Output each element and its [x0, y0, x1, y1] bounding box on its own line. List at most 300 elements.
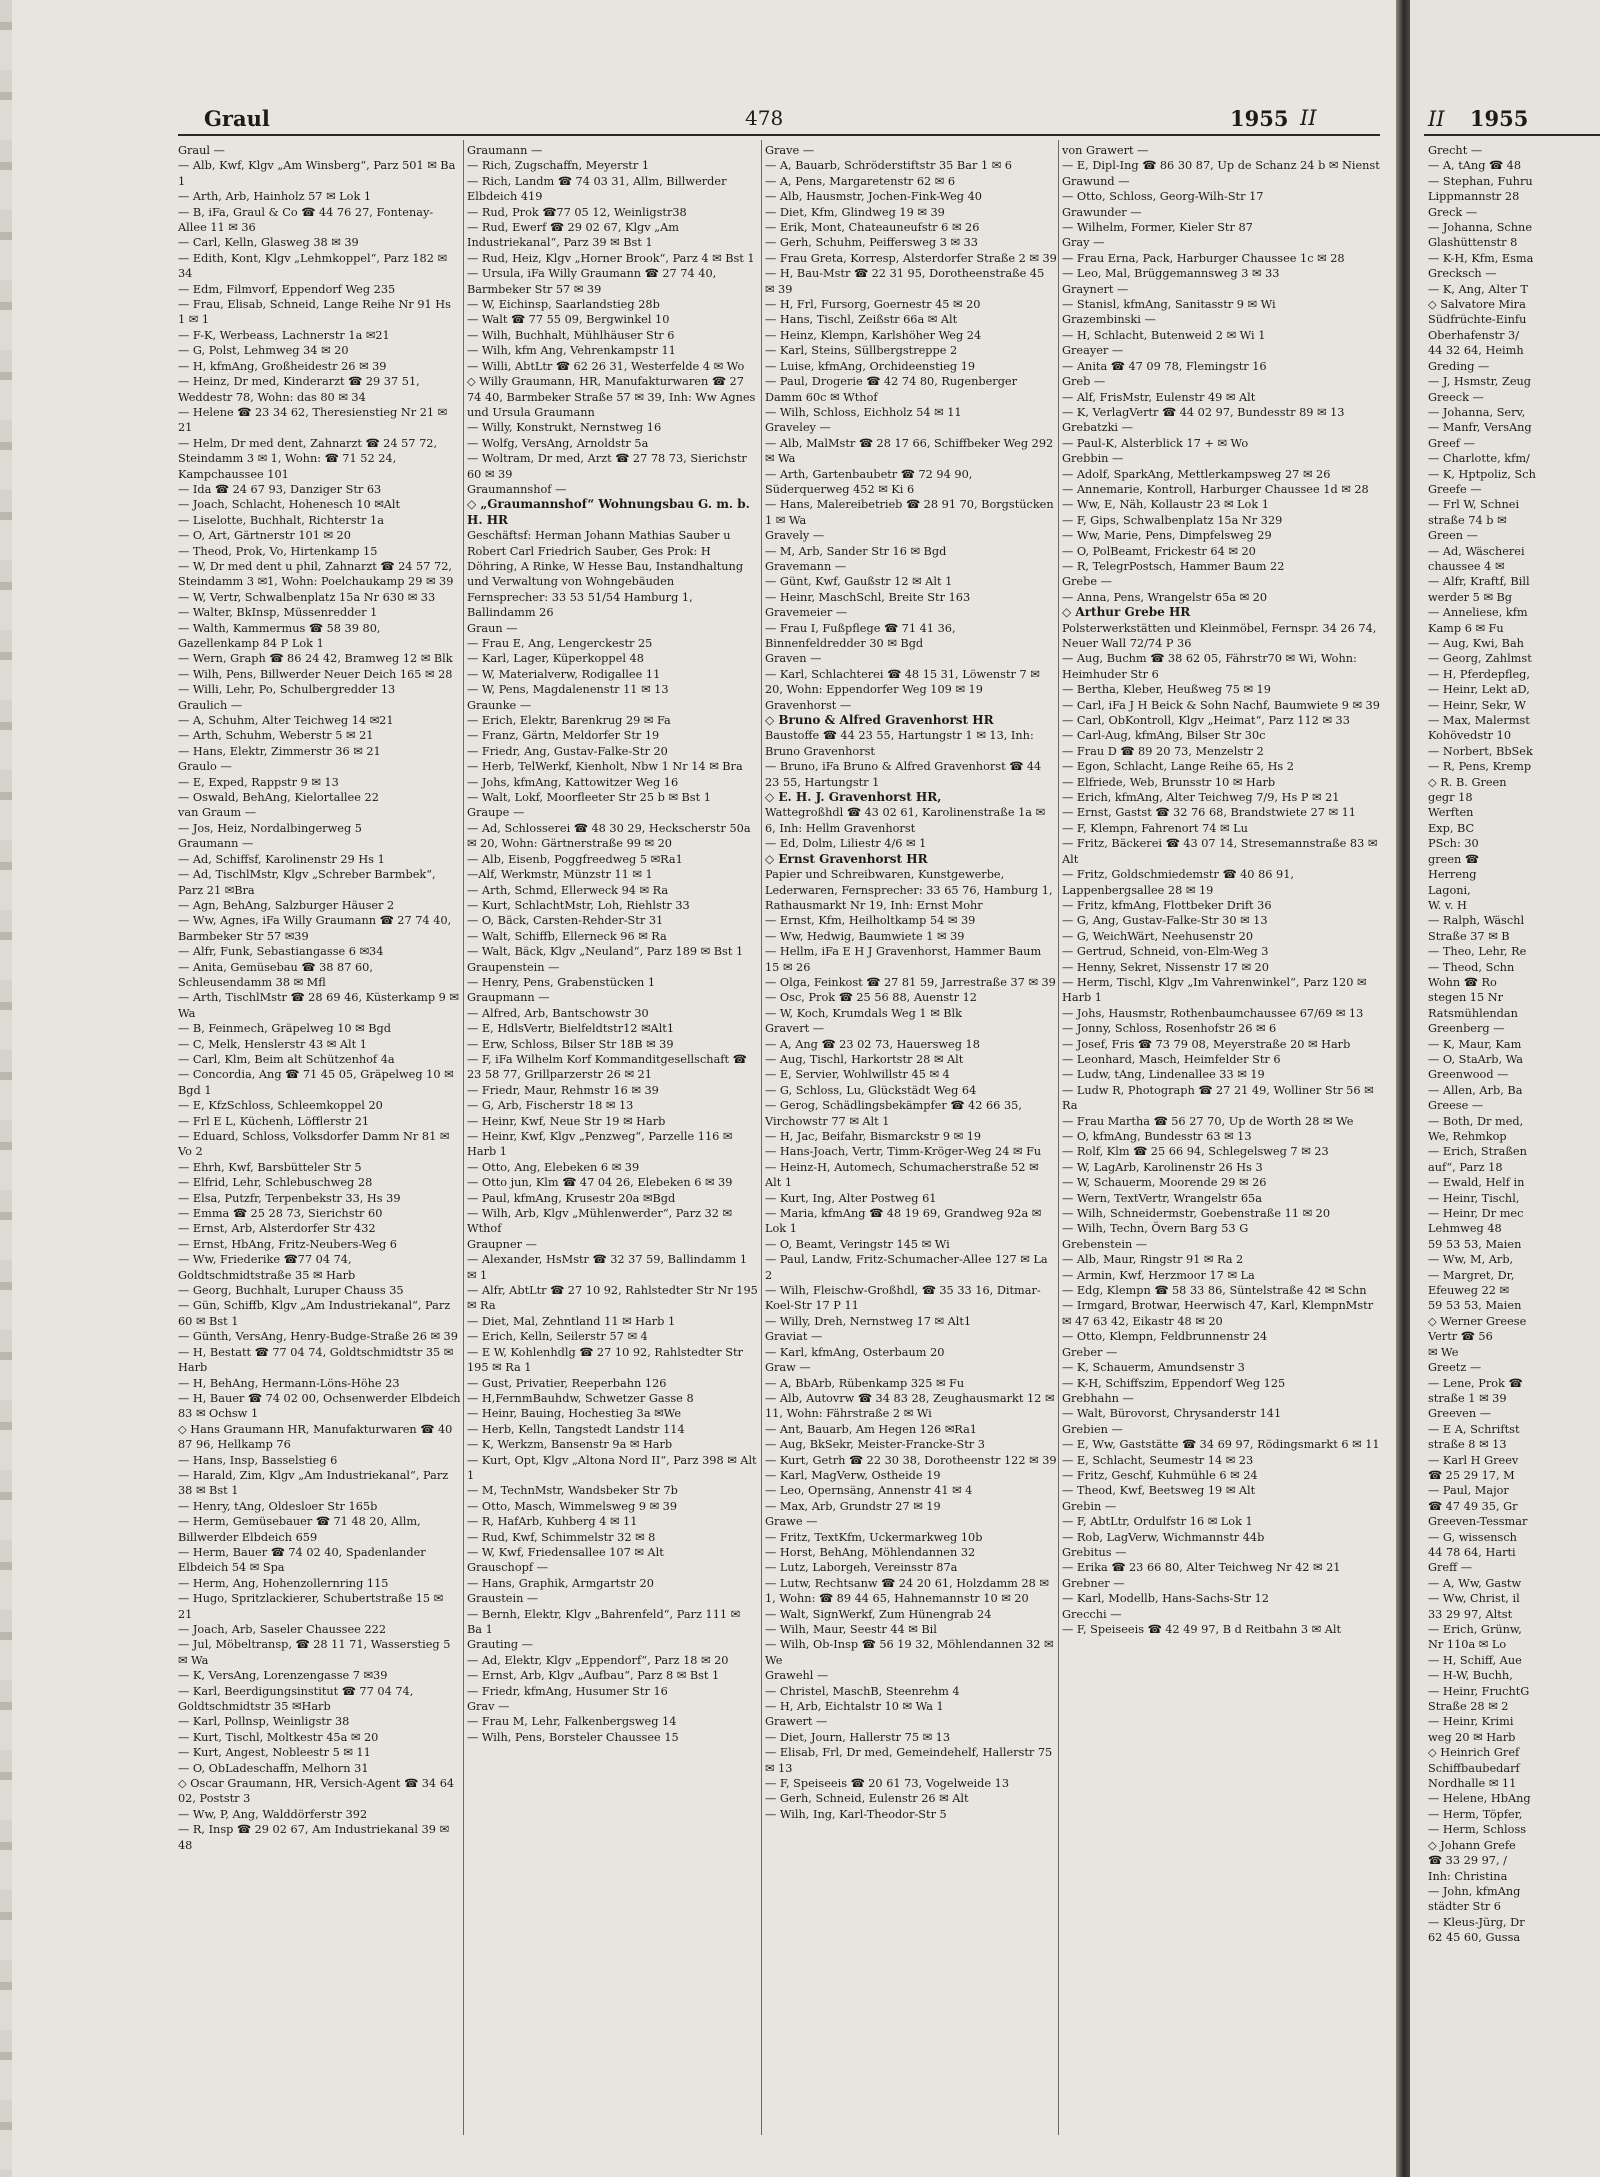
directory-entry: — Frau M, Lehr, Falkenbergsweg 14	[467, 1715, 677, 1729]
directory-entry: Baustoffe ☎ 44 23 55, Hartungstr 1 ✉ 13, Inh: Bruno Gravenhorst	[765, 729, 1034, 758]
directory-entry: — Wilhelm, Former, Kieler Str 87	[1062, 221, 1253, 235]
directory-entry: — Fritz, TextKfm, Uckermarkweg 10b	[765, 1530, 983, 1544]
directory-entry: Greb —	[1062, 375, 1106, 389]
directory-entry: Grebbin —	[1062, 452, 1124, 466]
directory-entry: — Gerog, Schädlingsbekämpfer ☎ 42 66 35, Virchowstr 77 ✉ Alt 1	[765, 1099, 1022, 1128]
directory-entry: Greenberg —	[1428, 1022, 1505, 1036]
directory-entry: — F, iFa Wilhelm Korf Kommanditgesellschaft ☎ 23 58 77, Grillparzerstr 26 ✉ 21	[467, 1052, 747, 1082]
directory-entry: — A, BbArb, Rübenkamp 325 ✉ Fu	[765, 1376, 965, 1390]
directory-column-3	[765, 143, 1057, 2133]
directory-entry: Vertr ☎ 56	[1428, 1330, 1493, 1344]
directory-entry: straße 8 ✉ 13	[1428, 1438, 1507, 1452]
directory-entry: — K, Hptpoliz, Sch	[1428, 467, 1536, 481]
directory-entry: Greber —	[1062, 1345, 1118, 1359]
directory-entry: — Max, Arb, Grundstr 27 ✉ 19	[765, 1499, 941, 1513]
directory-entry: — Joach, Arb, Saseler Chaussee 222	[178, 1623, 387, 1636]
directory-entry: Grebin —	[1062, 1499, 1117, 1513]
directory-entry: Lehmweg 48	[1428, 1222, 1502, 1236]
directory-entry: — Olga, Feinkost ☎ 27 81 59, Jarrestraße 37 ✉ 39	[765, 975, 1056, 989]
directory-entry: ◇ R. B. Green	[1428, 775, 1507, 789]
directory-entry: — Wilh, Pens, Borsteler Chaussee 15	[467, 1730, 679, 1744]
directory-entry: Greef —	[1428, 436, 1475, 450]
directory-entry: — Aug, Kwi, Bah	[1428, 637, 1524, 650]
directory-entry: — Arth, Schuhm, Weberstr 5 ✉ 21	[178, 729, 374, 743]
directory-entry: — Fritz, Bäckerei ☎ 43 07 14, Stresemannstraße 83 ✉ Alt	[1062, 837, 1378, 866]
directory-entry: — F, Klempn, Fahrenort 74 ✉ Lu	[1062, 821, 1248, 835]
directory-entry: — Paul-K, Alsterblick 17 + ✉ Wo	[1062, 436, 1249, 450]
directory-entry: Grebien —	[1062, 1422, 1123, 1436]
directory-entry: — Concordia, Ang ☎ 71 45 05, Gräpelweg 10 ✉ Bgd 1	[178, 1068, 454, 1097]
directory-entry: — Fritz, Geschf, Kuhmühle 6 ✉ 24	[1062, 1468, 1258, 1482]
directory-entry: — Aug, BkSekr, Meister-Francke-Str 3	[765, 1438, 985, 1452]
directory-entry: Greenwood —	[1428, 1068, 1509, 1082]
directory-entry: straße 1 ✉ 39	[1428, 1391, 1507, 1405]
directory-entry: — E, Dipl-Ing ☎ 86 30 87, Up de Schanz 24 b ✉ Nienst	[1062, 159, 1380, 173]
directory-entry: — Ernst, Gastst ☎ 32 76 68, Brandstwiete 27 ✉ 11	[1062, 806, 1356, 820]
directory-entry: — Eduard, Schloss, Volksdorfer Damm Nr 81 ✉ Vo 2	[178, 1130, 450, 1159]
directory-entry: — Ant, Bauarb, Am Hegen 126 ✉Ra1	[765, 1422, 977, 1436]
directory-entry: Graupenstein —	[467, 960, 560, 974]
directory-entry: — W, LagArb, Karolinenstr 26 Hs 3	[1062, 1160, 1263, 1174]
directory-entry: Greayer —	[1062, 344, 1124, 358]
directory-entry: — Frl E L, Küchenh, Löfflerstr 21	[178, 1114, 370, 1128]
directory-entry: — Walt, Bürovorst, Chrysanderstr 141	[1062, 1407, 1282, 1421]
directory-entry: Grebitus —	[1062, 1545, 1127, 1559]
running-head-year: 1955	[1230, 106, 1289, 131]
directory-entry: Graw —	[765, 1361, 811, 1375]
directory-entry: Graven —	[765, 652, 822, 666]
directory-entry: Grav —	[467, 1700, 510, 1714]
directory-entry: — Fritz, kfmAng, Flottbeker Drift 36	[1062, 898, 1272, 912]
directory-entry: — Ad, Schlosserei ☎ 48 30 29, Heckscherstr 50a ✉ 20, Wohn: Gärtnerstraße 99 ✉ 20	[467, 821, 751, 851]
directory-entry: — Heinz, Klempn, Karlshöher Weg 24	[765, 328, 982, 342]
directory-column-1	[178, 143, 461, 2133]
directory-entry: — Frau D ☎ 89 20 73, Menzelstr 2	[1062, 744, 1264, 758]
page-number: 478	[745, 106, 784, 130]
directory-entry: — Otto, Ang, Elebeken 6 ✉ 39	[467, 1160, 640, 1174]
directory-entry: — Walter, BkInsp, Müssenredder 1	[178, 606, 378, 620]
directory-entry: — E, HdlsVertr, Bielfeldtstr12 ✉Alt1	[467, 1022, 675, 1036]
directory-entry: — Hans-Joach, Vertr, Timm-Kröger-Weg 24 ✉ Fu	[765, 1145, 1042, 1159]
directory-entry: — Elfrid, Lehr, Schlebuschweg 28	[178, 1176, 373, 1190]
directory-entry: — W, Dr med dent u phil, Zahnarzt ☎ 24 57 72, Steindamm 3 ✉1, Wohn: Poelchaukamp 29 ✉ 39	[178, 559, 454, 589]
directory-entry: — Lene, Prok ☎	[1428, 1376, 1523, 1390]
directory-entry: — B, Feinmech, Gräpelweg 10 ✉ Bgd	[178, 1022, 392, 1036]
directory-entry: — Elfriede, Web, Brunsstr 10 ✉ Harb	[1062, 775, 1276, 789]
book-gutter	[1396, 0, 1410, 2177]
directory-entry: — Walt, SignWerkf, Zum Hünengrab 24	[765, 1607, 992, 1621]
directory-entry: — R, Pens, Kremp	[1428, 760, 1532, 774]
directory-entry: — Wern, Graph ☎ 86 24 42, Bramweg 12 ✉ Blk	[178, 652, 453, 666]
directory-entry: — Wilh, Maur, Seestr 44 ✉ Bil	[765, 1623, 937, 1636]
directory-entry: — Alfr, Funk, Sebastiangasse 6 ✉34	[178, 945, 384, 959]
directory-entry: — Leonhard, Masch, Heimfelder Str 6	[1062, 1052, 1281, 1066]
directory-entry: — Erich, kfmAng, Alter Teichweg 7/9, Hs P ✉ 21	[1062, 791, 1340, 805]
directory-entry: — W, Materialverw, Rodigallee 11	[467, 667, 661, 681]
directory-entry: — Maria, kfmAng ☎ 48 19 69, Grandweg 92a ✉ Lok 1	[765, 1207, 1042, 1236]
directory-entry: — Carl, iFa J H Beick & Sohn Nachf, Baumwiete 9 ✉ 39	[1062, 698, 1380, 712]
directory-entry: Graviat —	[765, 1330, 823, 1344]
directory-entry: — Henry, Pens, Grabenstücken 1	[467, 975, 656, 989]
directory-entry: ☎ 47 49 35, Gr	[1428, 1499, 1518, 1513]
directory-entry: Greeven-Tessmar	[1428, 1515, 1528, 1529]
directory-entry: — Walt, Schiffb, Ellerneck 96 ✉ Ra	[467, 929, 667, 943]
directory-entry: — W, Eichinsp, Saarlandstieg 28b	[467, 298, 660, 312]
directory-entry: — Herb, Kelln, Tangstedt Landstr 114	[467, 1422, 685, 1436]
directory-entry: — Rich, Zugschaffn, Meyerstr 1	[467, 159, 650, 173]
directory-entry: — G, Schloss, Lu, Glückstädt Weg 64	[765, 1083, 977, 1097]
directory-entry: — Carl, Klm, Beim alt Schützenhof 4a	[178, 1052, 395, 1066]
directory-entry: — Ewald, Helf in	[1428, 1176, 1525, 1190]
directory-entry: Gray —	[1062, 236, 1105, 250]
directory-entry: Oberhafenstr 3/	[1428, 328, 1520, 342]
directory-entry: — F, AbtLtr, Ordulfstr 16 ✉ Lok 1	[1062, 1515, 1253, 1529]
directory-entry: — Alf, FrisMstr, Eulenstr 49 ✉ Alt	[1062, 390, 1256, 404]
directory-entry: — Heinr, Kwf, Neue Str 19 ✉ Harb	[467, 1114, 666, 1128]
directory-entry: — A, Schuhm, Alter Teichweg 14 ✉21	[178, 714, 394, 728]
directory-entry: — Kleus-Jürg, Dr	[1428, 1915, 1525, 1929]
directory-entry: — Herm, Ang, Hohenzollernring 115	[178, 1576, 389, 1590]
directory-entry: Kohövedstr 10	[1428, 729, 1512, 743]
directory-entry: — Wilh, Schneidermstr, Goebenstraße 11 ✉ 20	[1062, 1207, 1331, 1221]
directory-entry: Gravert —	[765, 1022, 825, 1036]
directory-entry: Graunke —	[467, 698, 532, 712]
directory-entry: — Aug, Buchm ☎ 38 62 05, Fährstr70 ✉ Wi, Wohn: Heimhuder Str 6	[1062, 652, 1357, 681]
directory-entry: 59 53 53, Maien	[1428, 1299, 1522, 1313]
directory-entry: — Lutz, Laborgeh, Vereinsstr 87a	[765, 1561, 958, 1575]
directory-entry: Herreng	[1428, 868, 1477, 882]
right-directory-column	[1428, 143, 1600, 2133]
directory-entry: — Rud, Heiz, Klgv „Horner Brook“, Parz 4 ✉ Bst 1	[467, 251, 755, 265]
page-edge-shadow	[0, 0, 12, 2177]
directory-entry: — Henny, Sekret, Nissenstr 17 ✉ 20	[1062, 960, 1269, 974]
directory-entry: — Hans, Graphik, Armgartstr 20	[467, 1576, 654, 1590]
directory-entry: städter Str 6	[1428, 1900, 1501, 1914]
directory-entry: — Both, Dr med,	[1428, 1114, 1524, 1128]
directory-entry: — Helm, Dr med dent, Zahnarzt ☎ 24 57 72, Steindamm 3 ✉ 1, Wohn: ☎ 71 52 24, Kampchaussee 101	[178, 436, 438, 481]
directory-entry: — Heinr, MaschSchl, Breite Str 163	[765, 590, 971, 604]
directory-entry: — Heinr, Tischl,	[1428, 1191, 1520, 1205]
directory-entry: — Alb, Maur, Ringstr 91 ✉ Ra 2	[1062, 1253, 1244, 1267]
directory-entry: — Stanisl, kfmAng, Sanitasstr 9 ✉ Wi	[1062, 298, 1276, 312]
directory-entry: — Hans, Insp, Basselstieg 6	[178, 1453, 338, 1467]
directory-entry: Grazembinski —	[1062, 313, 1156, 327]
directory-entry: — O, ObLadeschaffn, Melhorn 31	[178, 1761, 369, 1775]
directory-entry: — Charlotte, kfm/	[1428, 452, 1530, 466]
directory-entry: — W, Vertr, Schwalbenplatz 15a Nr 630 ✉ 33	[178, 590, 436, 604]
directory-entry: Grauschopf —	[467, 1561, 548, 1575]
directory-entry: — H, Bestatt ☎ 77 04 74, Goldtschmidtstr 35 ✉ Harb	[178, 1345, 454, 1375]
directory-entry: — M, TechnMstr, Wandsbeker Str 7b	[467, 1484, 678, 1498]
directory-entry: 44 32 64, Heimh	[1428, 344, 1524, 358]
directory-entry: — Herm, Tischl, Klgv „Im Vahrenwinkel“, Parz 120 ✉ Harb 1	[1062, 975, 1367, 1005]
directory-entry: Grawe —	[765, 1515, 818, 1529]
directory-entry: — Wilh, Ing, Karl-Theodor-Str 5	[765, 1807, 947, 1821]
directory-entry: — H, Jac, Beifahr, Bismarckstr 9 ✉ 19	[765, 1130, 982, 1143]
directory-entry: — Theod, Prok, Vo, Hirtenkamp 15	[178, 544, 378, 558]
directory-entry: — Johanna, Serv,	[1428, 405, 1526, 419]
directory-entry: — Diet, Kfm, Glindweg 19 ✉ 39	[765, 205, 945, 219]
directory-entry: Inh: Christina	[1428, 1869, 1508, 1883]
directory-entry: — K, Schauerm, Amundsenstr 3	[1062, 1361, 1245, 1375]
directory-entry: Greetz —	[1428, 1361, 1482, 1375]
directory-entry: — Frau I, Fußpflege ☎ 71 41 36, Binnenfeldredder 30 ✉ Bgd	[765, 621, 956, 650]
directory-entry: — K, VersAng, Lorenzengasse 7 ✉39	[178, 1669, 388, 1683]
directory-entry: Graupe —	[467, 806, 525, 820]
directory-entry: — Paul, kfmAng, Krusestr 20a ✉Bgd	[467, 1191, 676, 1205]
directory-entry: Efeuweg 22 ✉	[1428, 1284, 1509, 1298]
directory-entry: — Karl, Pollnsp, Weinligstr 38	[178, 1715, 350, 1729]
directory-entry: — Ww, Friederike ☎77 04 74, Goldtschmidtstraße 35 ✉ Harb	[178, 1253, 356, 1282]
directory-entry: — Willy, Dreh, Nernstweg 17 ✉ Alt1	[765, 1314, 972, 1328]
directory-entry: Grecksch —	[1428, 267, 1497, 281]
directory-entry: 44 78 64, Harti	[1428, 1545, 1516, 1559]
directory-entry: Südfrüchte-Einfu	[1428, 313, 1527, 327]
directory-entry: W. v. H	[1428, 898, 1467, 912]
directory-column-4	[1062, 143, 1384, 2133]
directory-entry: — Heinr, Sekr, W	[1428, 698, 1526, 712]
directory-entry: Gravemann —	[765, 559, 847, 573]
directory-entry: — Diet, Mal, Zehntland 11 ✉ Harb 1	[467, 1314, 676, 1328]
directory-entry: 33 29 97, Altst	[1428, 1607, 1513, 1621]
column-divider	[1058, 140, 1059, 2135]
directory-entry: Graul —	[178, 144, 225, 157]
directory-entry: — M, Arb, Sander Str 16 ✉ Bgd	[765, 544, 947, 558]
directory-entry: — Alb, MalMstr ☎ 28 17 66, Schiffbeker Weg 292 ✉ Wa	[765, 436, 1054, 466]
directory-entry: — Carl, Kelln, Glasweg 38 ✉ 39	[178, 236, 359, 250]
directory-entry: — K, VerlagVertr ☎ 44 02 97, Bundesstr 89 ✉ 13	[1062, 405, 1345, 419]
directory-entry: — Friedr, Ang, Gustav-Falke-Str 20	[467, 744, 668, 758]
directory-entry: — E, Ww, Gaststätte ☎ 34 69 97, Rödingsmarkt 6 ✉ 11	[1062, 1438, 1380, 1452]
directory-entry: — A, Pens, Margaretenstr 62 ✉ 6	[765, 174, 956, 188]
directory-entry: — Ernst, HbAng, Fritz-Neubers-Weg 6	[178, 1237, 397, 1251]
directory-entry: ◇ Willy Graumann, HR, Manufakturwaren ☎ 27 74 40, Barmbeker Straße 57 ✉ 39, Inh: Ww Agnes und Ursula Graumann	[467, 375, 756, 419]
directory-entry: Straße 37 ✉ B	[1428, 929, 1510, 943]
directory-entry: — Woltram, Dr med, Arzt ☎ 27 78 73, Sierichstr 60 ✉ 39	[467, 452, 747, 481]
directory-entry: — Edm, Filmvorf, Eppendorf Weg 235	[178, 282, 396, 296]
directory-entry: Graumann —	[178, 837, 254, 851]
directory-entry: — E, KfzSchloss, Schleemkoppel 20	[178, 1099, 383, 1113]
directory-entry: — Kurt, SchlachtMstr, Loh, Riehlstr 33	[467, 898, 690, 912]
directory-entry: — Willy, Konstrukt, Nernstweg 16	[467, 421, 662, 435]
directory-entry: — Gertrud, Schneid, von-Elm-Weg 3	[1062, 945, 1269, 959]
directory-entry: ◇ Ernst Gravenhorst HR	[765, 851, 928, 866]
directory-entry: — Karl, Beerdigungsinstitut ☎ 77 04 74, Goldtschmidtstr 35 ✉Harb	[178, 1684, 414, 1714]
directory-entry: Greese —	[1428, 1099, 1484, 1113]
directory-entry: — Rolf, Klm ☎ 25 66 94, Schlegelsweg 7 ✉ 23	[1062, 1145, 1329, 1159]
directory-entry: — J, Hsmstr, Zeug	[1428, 375, 1532, 389]
directory-entry: — Johanna, Schne	[1428, 221, 1532, 235]
directory-entry: Graun —	[467, 621, 518, 635]
directory-entry: — C, Melk, Henslerstr 43 ✉ Alt 1	[178, 1037, 367, 1051]
directory-entry: Green —	[1428, 529, 1478, 543]
directory-column-2	[467, 143, 758, 2133]
directory-entry: Gravenhorst —	[765, 698, 852, 712]
directory-entry: — Gerh, Schuhm, Peiffersweg 3 ✉ 33	[765, 236, 978, 250]
directory-entry: — Arth, Schmd, Ellerweck 94 ✉ Ra	[467, 883, 669, 897]
directory-entry: — Kurt, Opt, Klgv „Altona Nord II“, Parz 398 ✉ Alt 1	[467, 1453, 757, 1482]
directory-entry: — Ida ☎ 24 67 93, Danziger Str 63	[178, 482, 382, 496]
directory-entry: Grebe —	[1062, 575, 1112, 589]
directory-entry: — Paul, Drogerie ☎ 42 74 80, Rugenberger Damm 60c ✉ Wthof	[765, 375, 1018, 404]
directory-entry: ☎ 33 29 97, /	[1428, 1854, 1507, 1868]
directory-entry: — Oswald, BehAng, Kielortallee 22	[178, 791, 379, 805]
directory-entry: — A, Ang ☎ 23 02 73, Hauersweg 18	[765, 1037, 980, 1051]
directory-entry: — Herm, Schloss	[1428, 1823, 1527, 1837]
directory-entry: Glashüttenstr 8	[1428, 236, 1518, 250]
directory-entry: — O, kfmAng, Bundesstr 63 ✉ 13	[1062, 1130, 1252, 1143]
directory-entry: Papier und Schreibwaren, Kunstgewerbe, Lederwaren, Fernsprecher: 33 65 76, Hamburg 1, Rathausmarkt Nr 19, Inh: Ernst Mohr	[765, 868, 1053, 912]
directory-entry: — Friedr, kfmAng, Husumer Str 16	[467, 1684, 668, 1698]
directory-entry: — Frau E, Ang, Lengerckestr 25	[467, 637, 653, 650]
directory-entry: — H, kfmAng, Großheidestr 26 ✉ 39	[178, 359, 387, 373]
directory-entry: — Alb, Hausmstr, Jochen-Fink-Weg 40	[765, 190, 982, 204]
directory-entry: Greeven —	[1428, 1407, 1492, 1421]
directory-entry: — Kurt, Tischl, Moltkestr 45a ✉ 20	[178, 1730, 379, 1744]
directory-entry: — Gust, Privatier, Reeperbahn 126	[467, 1376, 667, 1390]
directory-entry: Greding —	[1428, 359, 1490, 373]
directory-entry: — O, StaArb, Wa	[1428, 1052, 1524, 1066]
directory-entry: — Ww, P, Ang, Walddörferstr 392	[178, 1807, 368, 1821]
directory-entry: — Gerh, Schneid, Eulenstr 26 ✉ Alt	[765, 1792, 969, 1806]
directory-entry: — Theo, Lehr, Re	[1428, 945, 1527, 959]
directory-entry: Nr 110a ✉ Lo	[1428, 1638, 1507, 1652]
directory-entry: — Karl, kfmAng, Osterbaum 20	[765, 1345, 945, 1359]
directory-entry: — Karl H Greev	[1428, 1453, 1519, 1467]
directory-entry: — Johs, Hausmstr, Rothenbaumchaussee 67/69 ✉ 13	[1062, 1006, 1364, 1020]
directory-entry: — Annemarie, Kontroll, Harburger Chaussee 1d ✉ 28	[1062, 482, 1369, 496]
directory-entry: — Anita, Gemüsebau ☎ 38 87 60, Schleusendamm 38 ✉ Mfl	[178, 960, 373, 989]
directory-entry: — E W, Kohlenhdlg ☎ 27 10 92, Rahlstedter Str 195 ✉ Ra 1	[467, 1345, 743, 1375]
directory-entry: Greff —	[1428, 1561, 1473, 1575]
directory-entry: — Norbert, BbSek	[1428, 744, 1533, 758]
directory-entry: — Karl, Steins, Süllbergstreppe 2	[765, 344, 958, 358]
directory-entry: — Lutw, Rechtsanw ☎ 24 20 61, Holzdamm 28 ✉ 1, Wohn: ☎ 89 44 65, Hahnemannstr 10 ✉ 20	[765, 1576, 1049, 1606]
directory-entry: Graumannshof —	[467, 482, 567, 496]
directory-entry: — Wern, TextVertr, Wrangelstr 65a	[1062, 1191, 1262, 1205]
directory-entry: Kamp 6 ✉ Fu	[1428, 621, 1504, 635]
directory-entry: — Wilh, kfm Ang, Vehrenkampstr 11	[467, 344, 676, 358]
directory-entry: — Karl, Lager, Küperkoppel 48	[467, 652, 644, 666]
directory-entry: — Ad, TischlMstr, Klgv „Schreber Barmbek“, Parz 21 ✉Bra	[178, 868, 436, 897]
directory-entry: — Ww, M, Arb,	[1428, 1253, 1514, 1267]
directory-entry: — Elisab, Frl, Dr med, Gemeindehelf, Hallerstr 75 ✉ 13	[765, 1746, 1053, 1775]
directory-entry: — Heinr, Bauing, Hochestieg 3a ✉We	[467, 1407, 682, 1421]
directory-entry: ✉ We	[1428, 1345, 1459, 1359]
directory-entry: — Helene, HbAng	[1428, 1792, 1531, 1806]
directory-entry: Schiffbaubedarf	[1428, 1761, 1520, 1775]
directory-entry: Graupner —	[467, 1237, 537, 1251]
directory-entry: — Alexander, HsMstr ☎ 32 37 59, Ballindamm 1 ✉ 1	[467, 1253, 748, 1282]
right-running-head	[1428, 106, 1528, 131]
directory-entry: — Leo, Mal, Brüggemannsweg 3 ✉ 33	[1062, 267, 1280, 281]
directory-entry: Grecchi —	[1062, 1607, 1122, 1621]
directory-entry: — Margret, Dr,	[1428, 1268, 1515, 1282]
column-divider	[463, 140, 464, 2135]
directory-entry: — Otto jun, Klm ☎ 47 04 26, Elebeken 6 ✉ 39	[467, 1176, 733, 1190]
directory-entry: Nordhalle ✉ 11	[1428, 1777, 1517, 1791]
directory-entry: Straße 28 ✉ 2	[1428, 1700, 1509, 1714]
directory-entry: — K-H, Kfm, Esma	[1428, 251, 1534, 265]
directory-entry: — Willi, Lehr, Po, Schulbergredder 13	[178, 683, 396, 697]
directory-entry: — E, Schlacht, Seumestr 14 ✉ 23	[1062, 1453, 1254, 1467]
directory-entry: — Erich, Grünw,	[1428, 1623, 1522, 1636]
directory-entry: — H, Schlacht, Butenweid 2 ✉ Wi 1	[1062, 328, 1266, 342]
directory-entry: — Bruno, iFa Bruno & Alfred Gravenhorst ☎ 44 23 55, Hartungstr 1	[765, 760, 1042, 789]
directory-entry: — Heinr, FruchtG	[1428, 1684, 1530, 1698]
directory-entry: Grebner —	[1062, 1576, 1125, 1590]
directory-entry: — G, Polst, Lehmweg 34 ✉ 20	[178, 344, 349, 358]
directory-entry: — Arth, Gartenbaubetr ☎ 72 94 90, Süderquerweg 452 ✉ Ki 6	[765, 467, 973, 496]
directory-entry: — A, Ww, Gastw	[1428, 1576, 1522, 1590]
directory-entry: — O, Bäck, Carsten-Rehder-Str 31	[467, 914, 664, 928]
directory-entry: — Alb, Autovrw ☎ 34 83 28, Zeughausmarkt 12 ✉ 11, Wohn: Fährstraße 2 ✉ Wi	[765, 1391, 1055, 1421]
directory-entry: — Ernst, Kfm, Heilholtkamp 54 ✉ 39	[765, 914, 976, 928]
directory-entry: — Kurt, Getrh ☎ 22 30 38, Dorotheenstr 122 ✉ 39	[765, 1453, 1057, 1467]
directory-entry: — Carl-Aug, kfmAng, Bilser Str 30c	[1062, 729, 1266, 743]
directory-entry: — Ad, Wäscherei	[1428, 544, 1525, 558]
directory-entry: stegen 15 Nr	[1428, 991, 1504, 1005]
directory-entry: Gravemeier —	[765, 606, 848, 620]
directory-entry: — Frl W, Schnei	[1428, 498, 1520, 512]
directory-entry: — Allen, Arb, Ba	[1428, 1083, 1523, 1097]
directory-entry: — Friedr, Maur, Rehmstr 16 ✉ 39	[467, 1083, 659, 1097]
directory-entry: — R, HafArb, Kuhberg 4 ✉ 11	[467, 1515, 638, 1529]
directory-entry: ◇ E. H. J. Gravenhorst HR,	[765, 790, 942, 805]
directory-entry: Ratsmühlendan	[1428, 1006, 1518, 1020]
directory-entry: — Liselotte, Buchhalt, Richterstr 1a	[178, 513, 384, 527]
directory-entry: — Alb, Eisenb, Poggfreedweg 5 ✉Ra1	[467, 852, 683, 866]
directory-entry: — Herm, Gemüsebauer ☎ 71 48 20, Allm, Billwerder Elbdeich 659	[178, 1515, 421, 1544]
directory-entry: — F-K, Werbeass, Lachnerstr 1a ✉21	[178, 328, 390, 342]
directory-entry: — Joach, Schlacht, Hohenesch 10 ✉Alt	[178, 498, 401, 512]
directory-entry: — W, Koch, Krumdals Weg 1 ✉ Blk	[765, 1006, 963, 1020]
directory-entry: — Ww, Marie, Pens, Dimpfelsweg 29	[1062, 529, 1272, 543]
directory-entry: — Wilh, Buchhalt, Mühlhäuser Str 6	[467, 328, 675, 342]
directory-entry: — R, TelegrPostsch, Hammer Baum 22	[1062, 559, 1285, 573]
directory-entry: ◇ „Graumannshof“ Wohnungsbau G. m. b. H. HR	[467, 497, 750, 527]
directory-entry: Graulich —	[178, 698, 243, 712]
directory-entry: — Ernst, Arb, Alsterdorfer Str 432	[178, 1222, 376, 1236]
directory-entry: Greeck —	[1428, 390, 1484, 404]
directory-entry: Grebenstein —	[1062, 1237, 1148, 1251]
directory-entry: Wattegroßhdl ☎ 43 02 61, Karolinenstraße 1a ✉ 6, Inh: Hellm Gravenhorst	[765, 806, 1046, 835]
directory-entry: — Hans, Malereibetrieb ☎ 28 91 70, Borgstücken 1 ✉ Wa	[765, 498, 1054, 527]
directory-entry: — H, Schiff, Aue	[1428, 1653, 1522, 1667]
directory-entry: gegr 18	[1428, 791, 1473, 805]
directory-entry: — Ww, Hedwig, Baumwiete 1 ✉ 39	[765, 929, 965, 943]
directory-entry: auf“, Parz 18	[1428, 1160, 1503, 1174]
column-divider	[761, 140, 762, 2135]
directory-entry: Graulo —	[178, 760, 232, 774]
directory-entry: — E, Servier, Wohlwillstr 45 ✉ 4	[765, 1068, 950, 1082]
directory-entry: ◇ Oscar Graumann, HR, Versich-Agent ☎ 34 64 02, Poststr 3	[178, 1777, 455, 1806]
directory-entry: — K, Werkzm, Bansenstr 9a ✉ Harb	[467, 1438, 673, 1452]
directory-entry: Grecht —	[1428, 144, 1483, 157]
directory-entry: — H-W, Buchh,	[1428, 1669, 1513, 1683]
directory-entry: — E, Exped, Rappstr 9 ✉ 13	[178, 775, 339, 789]
directory-entry: Greefe —	[1428, 482, 1482, 496]
directory-entry: Graustein —	[467, 1592, 539, 1606]
directory-entry: — Anneliese, kfm	[1428, 606, 1528, 620]
directory-entry: — Hellm, iFa E H J Gravenhorst, Hammer Baum 15 ✉ 26	[765, 945, 1042, 974]
right-page	[1410, 0, 1600, 2177]
directory-entry: — Josef, Fris ☎ 73 79 08, Meyerstraße 20 ✉ Harb	[1062, 1037, 1351, 1051]
directory-entry: — Wilh, Techn, Övern Barg 53 G	[1062, 1222, 1249, 1236]
directory-entry: — Bertha, Kleber, Heußweg 75 ✉ 19	[1062, 683, 1271, 697]
directory-entry: — O, Art, Gärtnerstr 101 ✉ 20	[178, 529, 351, 543]
directory-entry: — Ed, Dolm, Liliestr 4/6 ✉ 1	[765, 837, 927, 851]
